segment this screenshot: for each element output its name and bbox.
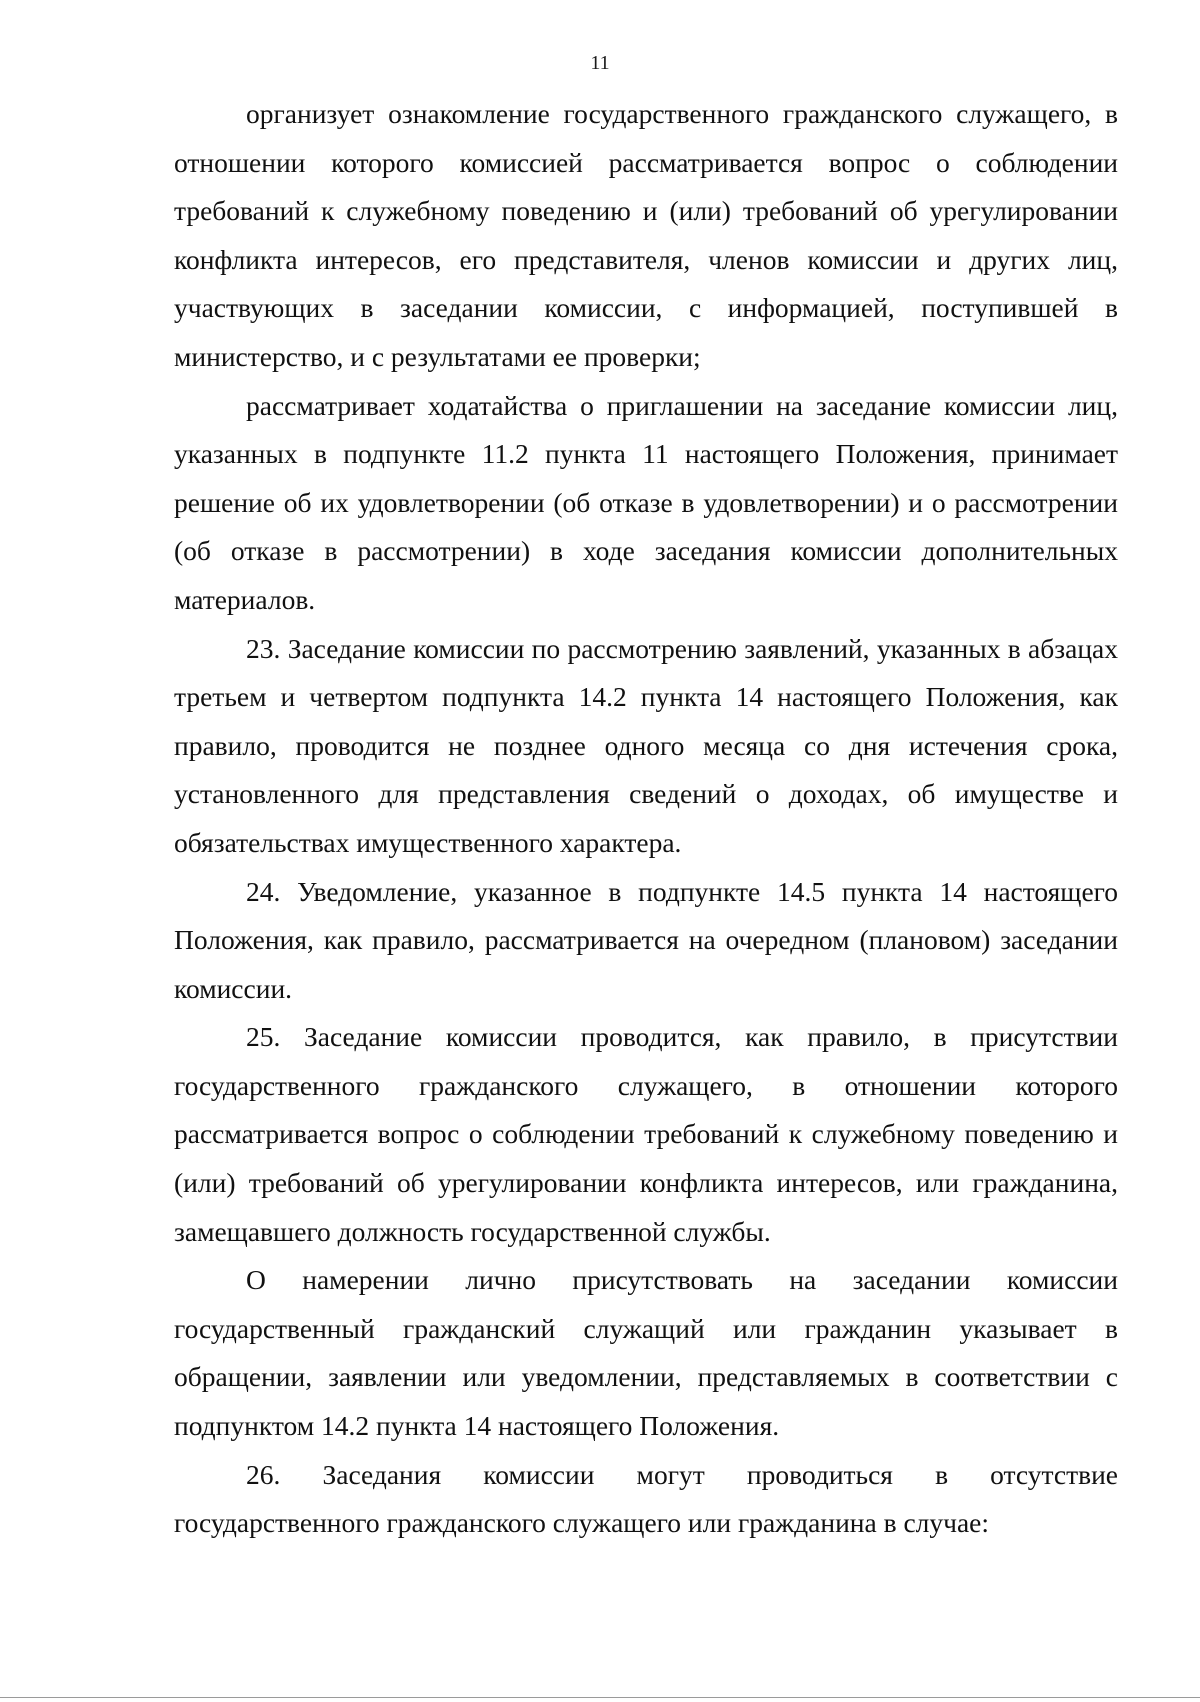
paragraph-petitions: рассматривает ходатайства о приглашении на заседание комиссии лиц, указанных в подпункте 11.2 пункта 11 настоящего Положения, принимает решение об их удовлетворении (об отказе в удовлетворении) и о рассмотрении (об отказе в рассмотрении) в ходе заседания комиссии дополнительных материалов.: [174, 389, 1118, 615]
paragraph-item-24: 24. Уведомление, указанное в подпункте 14.5 пункта 14 настоящего Положения, как правило, рассматривается на очередном (плановом) заседании комиссии.: [174, 875, 1118, 1004]
scan-edge-line: [0, 1697, 1200, 1698]
paragraph-intention: О намерении лично присутствовать на заседании комиссии государственный гражданский служащий или гражданин указывает в обращении, заявлении или уведомлении, представляемых в соответствии с подпунктом 14.2 пункта 14 настоящего Положения.: [174, 1264, 1118, 1442]
paragraph-item-25: 25. Заседание комиссии проводится, как правило, в присутствии государственного гражданского служащего, в отношении которого рассматривается вопрос о соблюдении требований к служебному поведению и (или) требований об урегулировании конфликта интересов, или гражданина, замещавшего должность государственной службы.: [174, 1021, 1118, 1247]
paragraph-item-23: 23. Заседание комиссии по рассмотрению заявлений, указанных в абзацах третьем и четвертом подпункта 14.2 пункта 14 настоящего Положения, как правило, проводится не позднее одного месяца со дня истечения срока, установленного для представления сведений о доходах, об имуществе и обязательствах имущественного характера.: [174, 632, 1118, 858]
paragraph-item-26: 26. Заседания комиссии могут проводиться в отсутствие государственного гражданского служащего или гражданина в случае:: [174, 1458, 1118, 1539]
document-body: [174, 90, 1118, 1548]
page-number: 11: [590, 52, 610, 74]
paragraph-familiarization: организует ознакомление государственного гражданского служащего, в отношении которого комиссией рассматривается вопрос о соблюдении требований к служебному поведению и (или) требований об урегулировании конфликта интересов, его представителя, членов комиссии и других лиц, участвующих в заседании комиссии, с информацией, поступившей в министерство, и с результатами ее проверки;: [174, 98, 1118, 372]
